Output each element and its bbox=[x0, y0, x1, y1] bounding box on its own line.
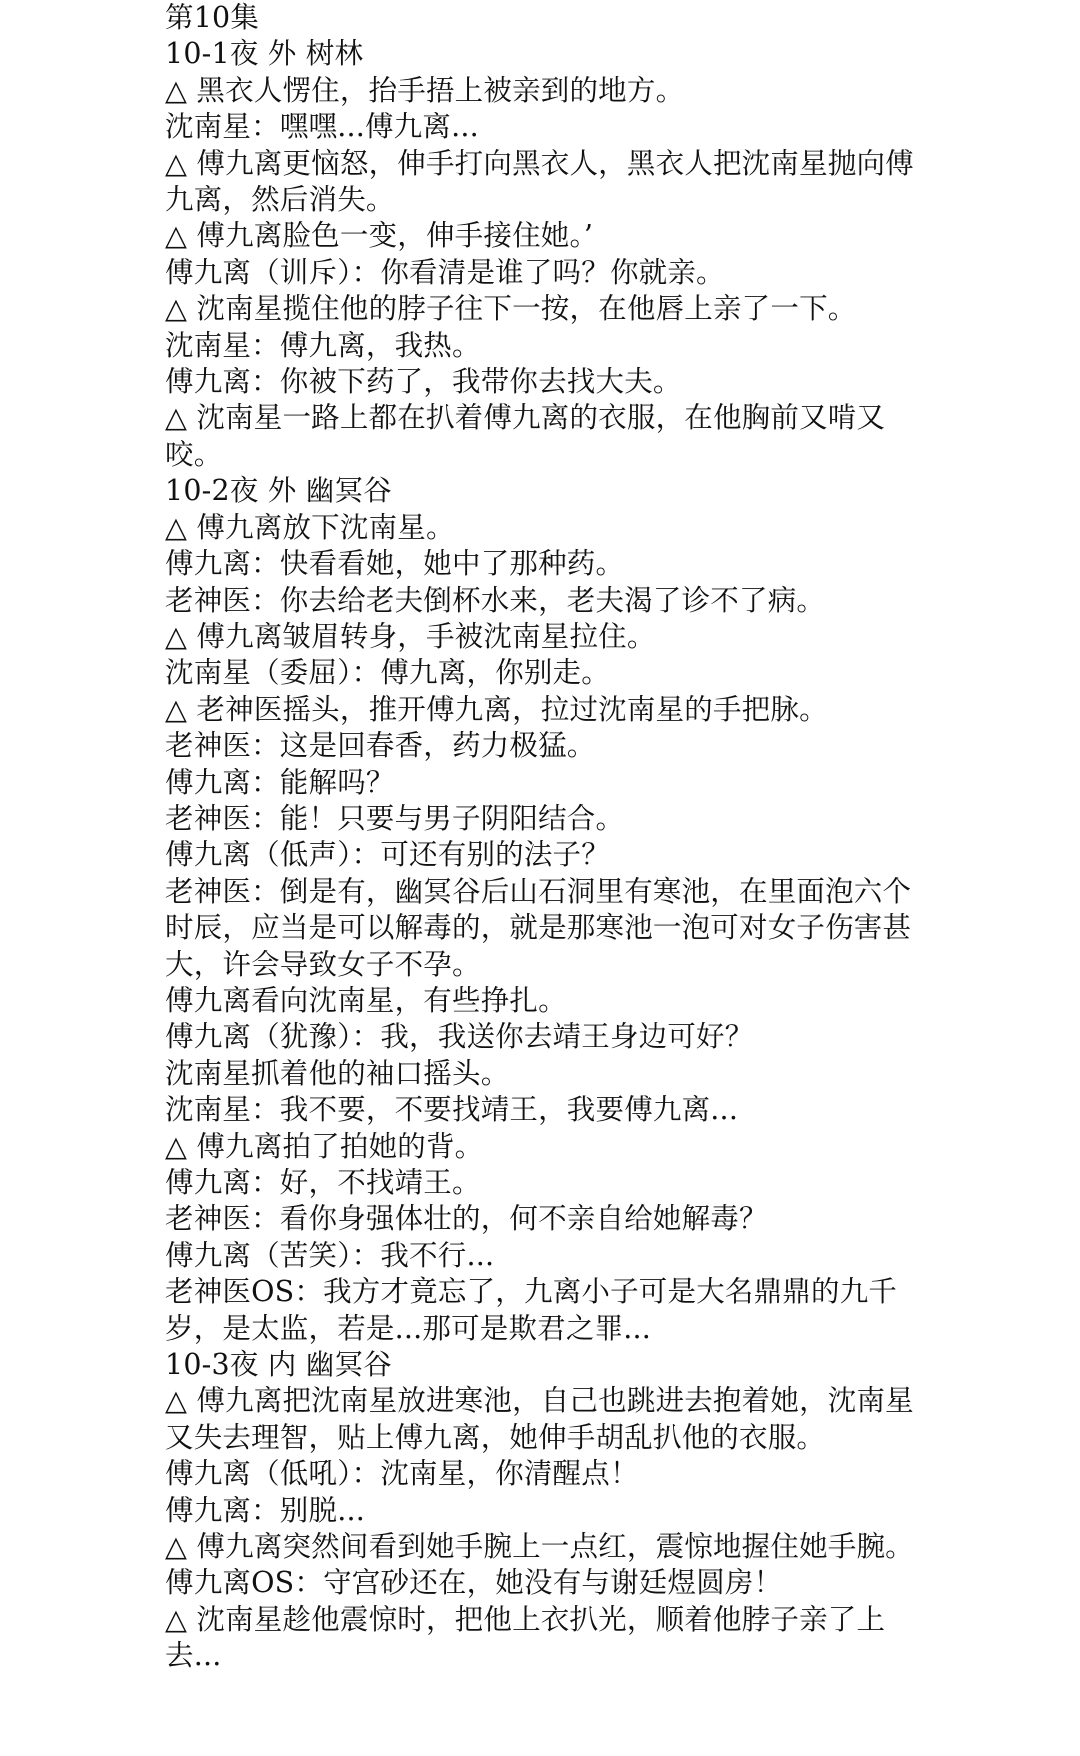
script-line: △ 沈南星揽住他的脖子往下一按，在他唇上亲了一下。 bbox=[165, 292, 857, 326]
script-document bbox=[165, 0, 925, 1675]
script-line: △ 沈南星趁他震惊时，把他上衣扒光，顺着他脖子亲了上去... bbox=[165, 1602, 886, 1673]
script-line: 傅九离（苦笑）：我不行... bbox=[165, 1238, 495, 1272]
script-line: 沈南星抓着他的袖口摇头。 bbox=[165, 1056, 510, 1090]
script-line: 傅九离：快看看她，她中了那种药。 bbox=[165, 547, 625, 581]
script-line: △ 傅九离皱眉转身，手被沈南星拉住。 bbox=[165, 619, 656, 653]
script-line: 老神医：看你身强体壮的，何不亲自给她解毒？ bbox=[165, 1202, 768, 1236]
script-line: 老神医：能！只要与男子阴阳结合。 bbox=[165, 801, 625, 835]
script-line: △ 傅九离突然间看到她手腕上一点红，震惊地握住她手腕。 bbox=[165, 1530, 914, 1564]
script-line: 傅九离（低声）：可还有别的法子？ bbox=[165, 838, 610, 872]
script-line: 10-3夜 内 幽冥谷 bbox=[165, 1348, 392, 1382]
script-line: 老神医OS：我方才竟忘了，九离小子可是大名鼎鼎的九千岁，是太监，若是...那可是欺君之罪... bbox=[165, 1275, 898, 1345]
script-line: 老神医：倒是有，幽冥谷后山石洞里有寒池，在里面泡六个时辰，应当是可以解毒的，就是那寒池一泡可对女子伤害甚大，许会导致女子不孕。 bbox=[165, 874, 912, 981]
script-line: 傅九离：你被下药了，我带你去找大夫。 bbox=[165, 365, 682, 399]
script-line: 老神医：你去给老夫倒杯水来，老夫渴了诊不了病。 bbox=[165, 583, 826, 617]
script-line: 第10集 bbox=[165, 1, 260, 34]
script-line: △ 傅九离更恼怒，伸手打向黑衣人，黑衣人把沈南星抛向傅九离，然后消失。 bbox=[165, 146, 914, 217]
script-line: △ 傅九离把沈南星放进寒池，自己也跳进去抱着她，沈南星又失去理智，贴上傅九离，她伸手胡乱扒他的衣服。 bbox=[165, 1384, 914, 1454]
script-line: 傅九离（犹豫）：我，我送你去靖王身边可好？ bbox=[165, 1020, 754, 1054]
script-line: △ 黑衣人愣住，抬手捂上被亲到的地方。 bbox=[165, 73, 685, 107]
script-line: 10-2夜 外 幽冥谷 bbox=[165, 474, 392, 508]
script-line: 傅九离：好，不找靖王。 bbox=[165, 1166, 481, 1199]
script-line: △ 傅九离放下沈南星。 bbox=[165, 510, 455, 544]
script-line: 傅九离看向沈南星，有些挣扎。 bbox=[165, 983, 567, 1017]
script-line: 沈南星：我不要，不要找靖王，我要傅九离... bbox=[165, 1093, 739, 1127]
script-line: 10-1夜 外 树林 bbox=[165, 37, 364, 71]
script-line: 沈南星：嘿嘿...傅九离... bbox=[165, 110, 479, 144]
script-line: △ 沈南星一路上都在扒着傅九离的衣服，在他胸前又啃又咬。 bbox=[165, 401, 886, 471]
script-line: 傅九离：别脱... bbox=[165, 1493, 365, 1527]
script-line: △ 傅九离拍了拍她的背。 bbox=[165, 1129, 484, 1163]
script-line: 傅九离：能解吗？ bbox=[165, 765, 395, 799]
script-line: △ 老神医摇头，推开傅九离，拉过沈南星的手把脉。 bbox=[165, 692, 828, 726]
script-line: 沈南星（委屈）：傅九离，你别走。 bbox=[165, 656, 610, 690]
script-line: △ 傅九离脸色一变，伸手接住她。’ bbox=[165, 219, 594, 253]
script-line: 老神医：这是回春香，药力极猛。 bbox=[165, 729, 596, 763]
script-line: 傅九离OS：守宫砂还在，她没有与谢廷煜圆房！ bbox=[165, 1566, 783, 1600]
script-line: 傅九离（低吼）：沈南星，你清醒点！ bbox=[165, 1457, 639, 1491]
script-line: 沈南星：傅九离，我热。 bbox=[165, 328, 481, 362]
script-line: 傅九离（训斥）：你看清是谁了吗？你就亲。 bbox=[165, 255, 725, 289]
